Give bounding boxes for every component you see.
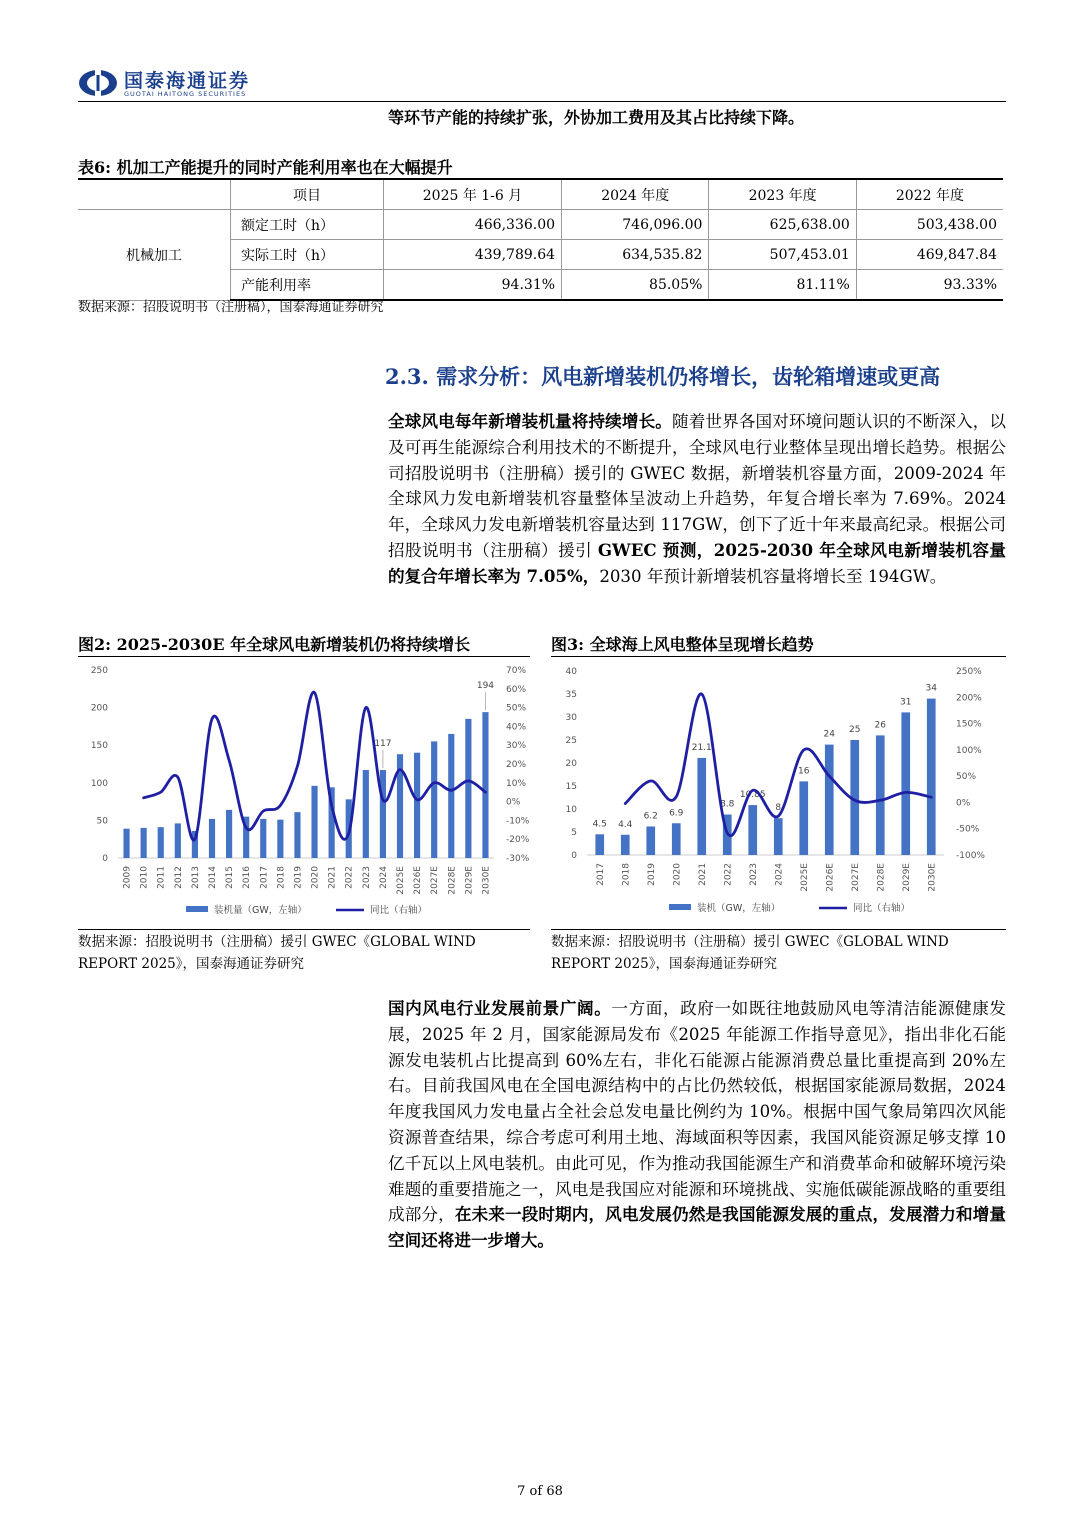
bar-2009 — [123, 829, 129, 858]
data-label: 21.1 — [691, 742, 712, 753]
table-group-label: 机械加工 — [78, 210, 231, 301]
table-cell: 81.11% — [709, 270, 856, 301]
bar-2028E — [448, 734, 454, 858]
left-axis-tick: 0 — [102, 854, 108, 864]
right-axis-tick: -20% — [506, 835, 530, 846]
bar-2018 — [621, 835, 630, 855]
data-label: 34 — [925, 683, 937, 694]
right-axis-tick: -10% — [506, 816, 530, 827]
bar-2019 — [294, 812, 300, 858]
para-body: 随着世界各国对环境问题认识的不断深入，以及可再生能源综合利用技术的不断提升，全球风电行业整体呈现出增长趋势。根据公司招股说明书（注册稿）援引的 GWEC 数据，新增装机容量方面，2009-2024 年全球风力发电新增装机容量整体呈波动上升趋势，年复合增长率为 7.69%。2024 年，全球风力发电新增装机容量达到 117GW，创下了近十年来最高纪录。根据公司招股说明书（注册稿）援引 — [388, 412, 1007, 560]
table-cell: 634,535.82 — [562, 240, 709, 270]
left-axis-tick: 40 — [565, 667, 577, 677]
table-cell: 94.31% — [384, 270, 562, 301]
x-tick-label: 2028E — [447, 866, 458, 895]
left-axis-tick: 100 — [90, 778, 108, 789]
x-tick-label: 2020 — [672, 863, 683, 886]
right-axis-tick: 0% — [506, 797, 521, 808]
right-axis-tick: 0% — [956, 798, 971, 809]
x-tick-label: 2026E — [825, 863, 836, 892]
bar-2017 — [260, 819, 266, 858]
data-label: 26 — [874, 720, 886, 731]
left-axis-tick: 50 — [96, 816, 108, 827]
right-axis-tick: 200% — [956, 693, 982, 704]
table-cell: 439,789.64 — [384, 240, 562, 270]
left-axis-tick: 150 — [90, 741, 108, 752]
x-tick-label: 2023 — [748, 863, 759, 886]
x-tick-label: 2030E — [481, 866, 492, 895]
bar-2020 — [672, 823, 681, 855]
para-emphasis: GWEC 预测，2025-2030 年全球风电新增装机容量的复合年增长率为 7.05%， — [388, 539, 1006, 586]
left-axis-tick: 20 — [565, 759, 577, 769]
table-header-row — [78, 179, 1003, 210]
data-label: 10.85 — [739, 790, 766, 801]
paragraph-domestic-wind — [388, 996, 1006, 1254]
right-axis-tick: -100% — [956, 851, 985, 861]
data-label: 117 — [374, 739, 392, 750]
right-axis-tick: 10% — [506, 778, 527, 789]
para-lead: 全球风电每年新增装机量将持续增长。 — [388, 411, 672, 431]
right-axis-tick: 50% — [956, 772, 977, 783]
legend-bar-label: 装机（GW，左轴） — [697, 903, 781, 914]
table-header-cell: 2023 年度 — [709, 179, 856, 210]
fig3-title: 图3: 全球海上风电整体呈现增长趋势 — [551, 635, 814, 654]
bar-2026E — [414, 753, 420, 858]
data-label: 25 — [849, 725, 861, 735]
page-number: 7 of 68 — [517, 1484, 563, 1499]
left-axis-tick: 30 — [565, 713, 577, 723]
table-row-label: 产能利用率 — [231, 270, 384, 301]
bar-2021 — [697, 758, 706, 855]
left-axis-tick: 15 — [565, 782, 577, 792]
right-axis-tick: 150% — [956, 719, 982, 730]
x-tick-label: 2017 — [259, 866, 270, 889]
right-axis-tick: 250% — [956, 667, 982, 677]
bar-2030E — [482, 712, 488, 858]
legend-bar-label: 装机量（GW，左轴） — [214, 905, 307, 916]
right-axis-tick: 100% — [956, 745, 982, 756]
company-logo — [78, 66, 278, 102]
right-axis-tick: 30% — [506, 741, 527, 752]
data-label: 6.2 — [643, 811, 658, 822]
fig3-source: 数据来源：招股说明书（注册稿）援引 GWEC《GLOBAL WIND REPORT 2025》，国泰海通证券研究 — [551, 934, 949, 972]
fig2-source: 数据来源：招股说明书（注册稿）援引 GWEC《GLOBAL WIND REPORT 2025》，国泰海通证券研究 — [78, 934, 476, 972]
table-header-cell: 项目 — [231, 179, 384, 210]
para-emphasis: 在未来一段时期内，风电发展仍然是我国能源发展的重点，发展潜力和增量空间还将进一步增大。 — [388, 1204, 1007, 1251]
x-tick-label: 2022 — [723, 863, 734, 886]
table-header-cell: 2022 年度 — [856, 179, 1003, 210]
bar-2023 — [363, 770, 369, 858]
x-tick-label: 2011 — [156, 866, 167, 889]
x-tick-label: 2023 — [361, 866, 372, 889]
para-body: 2030 年预计新增装机容量将增长至 194GW。 — [599, 566, 947, 586]
table-cell: 625,638.00 — [709, 210, 856, 240]
x-tick-label: 2017 — [595, 863, 606, 886]
table-cell: 469,847.84 — [856, 240, 1003, 270]
x-tick-label: 2021 — [327, 866, 338, 889]
bar-2024 — [774, 818, 783, 855]
data-label: 4.5 — [592, 819, 607, 830]
x-tick-label: 2021 — [697, 863, 708, 886]
left-axis-tick: 0 — [571, 851, 577, 861]
x-tick-label: 2018 — [621, 863, 632, 886]
x-tick-label: 2013 — [190, 866, 201, 889]
table-cell: 746,096.00 — [562, 210, 709, 240]
x-tick-label: 2012 — [173, 866, 184, 889]
right-axis-tick: -50% — [956, 824, 980, 835]
continuation-text: 等环节产能的持续扩张，外协加工费用及其占比持续下降。 — [388, 108, 805, 127]
x-tick-label: 2014 — [208, 866, 218, 889]
data-label: 8.8 — [720, 799, 735, 810]
x-tick-label: 2016 — [242, 866, 253, 889]
header-rule — [78, 101, 1006, 102]
bar-2029E — [465, 719, 471, 858]
table-header-cell: 2025 年 1-6 月 — [384, 179, 562, 210]
fig2-chart — [78, 657, 530, 925]
x-tick-label: 2029E — [901, 863, 912, 892]
bar-2012 — [175, 823, 181, 858]
bar-2018 — [277, 820, 283, 858]
left-axis-tick: 250 — [90, 666, 108, 676]
table-row-label: 额定工时（h） — [231, 210, 384, 240]
bar-2020 — [311, 786, 317, 858]
table-corner — [78, 179, 231, 210]
x-tick-label: 2019 — [646, 863, 657, 886]
x-tick-label: 2030E — [927, 863, 938, 892]
fig3-chart — [551, 657, 1006, 925]
logo-text-cn: 国泰海通证券 — [124, 70, 251, 92]
paragraph-global-wind — [388, 409, 1006, 590]
para-body: 一方面，政府一如既往地鼓励风电等清洁能源健康发展，2025 年 2 月，国家能源局发布《2025 年能源工作指导意见》，指出非化石能源发电装机占比提高到 60%左右，非化石能源占能源消费总量比重提高到 20%左右。目前我国风电在全国电源结构中的占比仍然较低，根据国家能源局数据，2024 年度我国风力发电量占全社会总发电量比例约为 10%。根据中国气象局第四次风能资源普查结果，综合考虑可利用土地、海域面积等因素，我国风能资源足够支撑 10 亿千瓦以上风电装机。由此可见，作为推动我国能源生产和消费革命和破解环境污染难题的重要措施之一，风电是我国应对能源和环境挑战、实施低碳能源战略的重要组成部分， — [388, 999, 1007, 1225]
data-label: 194 — [476, 681, 495, 692]
table-row-label: 实际工时（h） — [231, 240, 384, 270]
x-tick-label: 2019 — [293, 866, 304, 889]
x-tick-label: 2024 — [378, 866, 389, 889]
bar-2024 — [380, 770, 386, 858]
table-cell: 85.05% — [562, 270, 709, 301]
bar-2023 — [748, 805, 757, 855]
bar-2014 — [209, 819, 215, 858]
x-tick-label: 2018 — [276, 866, 287, 889]
fig3-bottom-rule — [551, 929, 1006, 930]
table-title: 表6: 机加工产能提升的同时产能利用率也在大幅提升 — [78, 158, 453, 177]
x-tick-label: 2027E — [850, 863, 861, 892]
x-tick-label: 2015 — [225, 866, 236, 889]
bar-2027E — [431, 741, 437, 858]
x-tick-label: 2025E — [396, 866, 406, 895]
bar-2010 — [141, 828, 147, 858]
right-axis-tick: 40% — [506, 722, 527, 733]
data-label: 24 — [823, 729, 835, 740]
left-axis-tick: 5 — [571, 828, 577, 838]
right-axis-tick: 50% — [506, 703, 527, 714]
data-label: 4.4 — [618, 819, 633, 830]
data-label: 6.9 — [669, 808, 684, 819]
x-tick-label: 2026E — [413, 866, 424, 895]
right-axis-tick: 60% — [506, 684, 527, 695]
x-tick-label: 2027E — [430, 866, 441, 895]
left-axis-tick: 25 — [565, 736, 577, 746]
x-tick-label: 2010 — [139, 866, 150, 889]
legend-bar-swatch — [669, 904, 691, 910]
x-tick-label: 2025E — [799, 863, 810, 892]
x-tick-label: 2028E — [876, 863, 887, 892]
bar-2019 — [646, 826, 655, 855]
legend-line-label: 同比（右轴） — [853, 903, 911, 914]
table-cell: 93.33% — [856, 270, 1003, 301]
table-row — [78, 210, 1003, 240]
bar-2026E — [825, 745, 834, 855]
logo-mark-icon — [78, 68, 118, 98]
legend-bar-swatch — [186, 906, 208, 912]
legend-line-label: 同比（右轴） — [370, 905, 428, 916]
data-label: 16 — [798, 766, 810, 777]
bar-2011 — [158, 827, 164, 858]
table-cell: 503,438.00 — [856, 210, 1003, 240]
capacity-table — [78, 178, 1003, 301]
left-axis-tick: 200 — [90, 703, 108, 714]
x-tick-label: 2024 — [774, 863, 785, 886]
data-label: 31 — [900, 697, 912, 708]
fig2-bottom-rule — [78, 929, 530, 930]
x-tick-label: 2022 — [344, 866, 355, 889]
bar-2028E — [876, 735, 885, 855]
table-header-cell: 2024 年度 — [562, 179, 709, 210]
bar-2025E — [799, 781, 808, 855]
x-tick-label: 2029E — [464, 866, 475, 895]
logo-text-en: GUOTAI HAITONG SECURITIES — [124, 90, 247, 98]
table-source: 数据来源：招股说明书（注册稿），国泰海通证券研究 — [78, 300, 384, 315]
right-axis-tick: 20% — [506, 760, 527, 770]
table-cell: 507,453.01 — [709, 240, 856, 270]
left-axis-tick: 10 — [565, 805, 577, 815]
right-axis-tick: -30% — [506, 854, 530, 864]
left-axis-tick: 35 — [565, 690, 577, 700]
fig2-title: 图2: 2025-2030E 年全球风电新增装机仍将持续增长 — [78, 635, 471, 654]
x-tick-label: 2020 — [310, 866, 321, 889]
section-title: 2.3. 需求分析：风电新增装机仍将增长，齿轮箱增速或更高 — [385, 364, 941, 389]
bar-2015 — [226, 810, 232, 858]
bar-2017 — [595, 834, 604, 855]
data-label: 8 — [775, 803, 782, 814]
para-lead: 国内风电行业发展前景广阔。 — [388, 998, 612, 1018]
bar-2029E — [901, 712, 910, 855]
bar-2030E — [927, 699, 936, 855]
right-axis-tick: 70% — [506, 666, 527, 676]
x-tick-label: 2009 — [122, 866, 133, 889]
table-cell: 466,336.00 — [384, 210, 562, 240]
